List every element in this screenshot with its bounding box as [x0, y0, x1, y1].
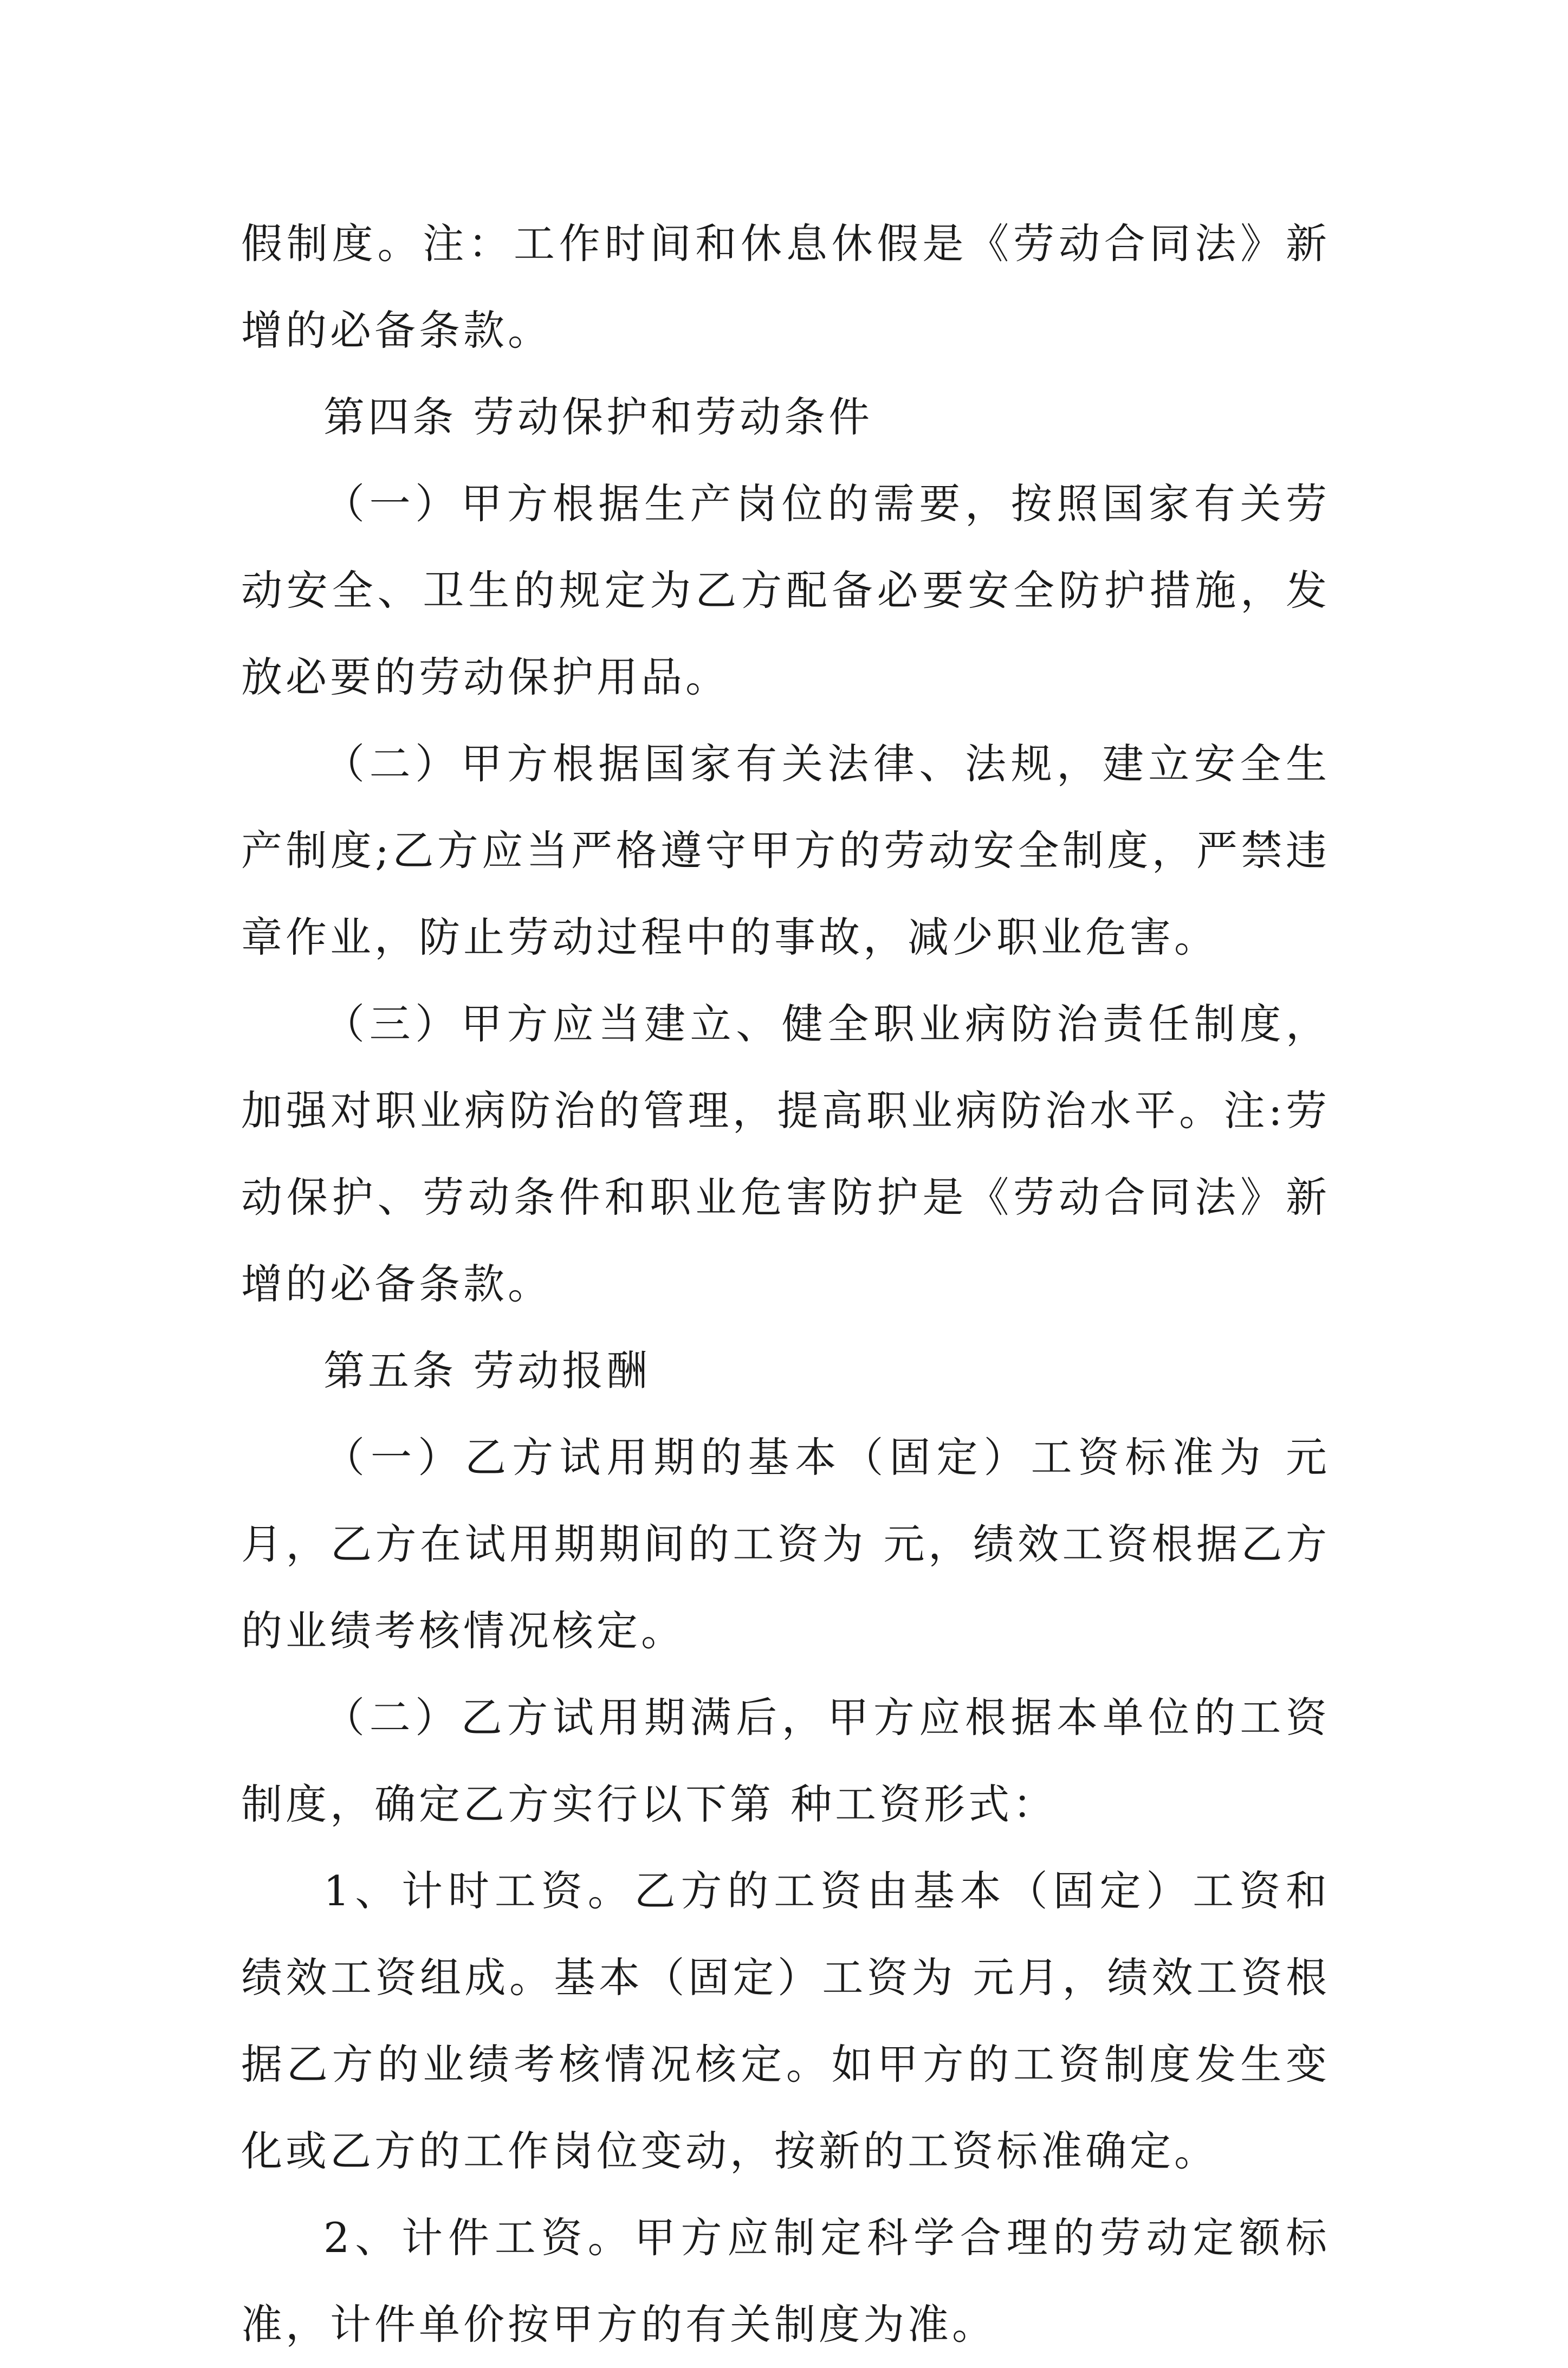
paragraph-4-1: （一）甲方根据生产岗位的需要，按照国家有关劳动安全、卫生的规定为乙方配备必要安全防护措施，发放必要的劳动保护用品。 [241, 480, 1330, 701]
paragraph-5-2: （二）乙方试用期满后，甲方应根据本单位的工资制度，确定乙方实行以下第 种工资形式： [241, 1693, 1330, 1828]
paragraph-5-1: （一）乙方试用期的基本（固定）工资标准为 元月，乙方在试用期期间的工资为 元，绩效工资根据乙方的业绩考核情况核定。 [241, 1433, 1330, 1655]
paragraph-5-2-item-1: 1、计时工资。乙方的工资由基本（固定）工资和绩效工资组成。基本（固定）工资为 元月，绩效工资根据乙方的业绩考核情况核定。如甲方的工资制度发生变化或乙方的工作岗位变动，按新的工资标准确定。 [241, 1867, 1330, 2175]
paragraph-rest-leave-note: 假制度。注：工作时间和休息休假是《劳动合同法》新增的必备条款。 [241, 219, 1330, 354]
paragraph-4-2: （二）甲方根据国家有关法律、法规，建立安全生产制度;乙方应当严格遵守甲方的劳动安全制度，严禁违章作业，防止劳动过程中的事故，减少职业危害。 [241, 740, 1330, 961]
heading-article-4: 第四条 劳动保护和劳动条件 [323, 393, 873, 441]
paragraph-4-3: （三）甲方应当建立、健全职业病防治责任制度，加强对职业病防治的管理，提高职业病防治水平。注:劳动保护、劳动条件和职业危害防护是《劳动合同法》新增的必备条款。 [241, 1000, 1330, 1308]
document-body [241, 200, 1330, 2368]
heading-article-5: 第五条 劳动报酬 [323, 1347, 651, 1395]
paragraph-5-2-item-2: 2、计件工资。甲方应制定科学合理的劳动定额标准，计件单价按甲方的有关制度为准。 [241, 2214, 1330, 2348]
